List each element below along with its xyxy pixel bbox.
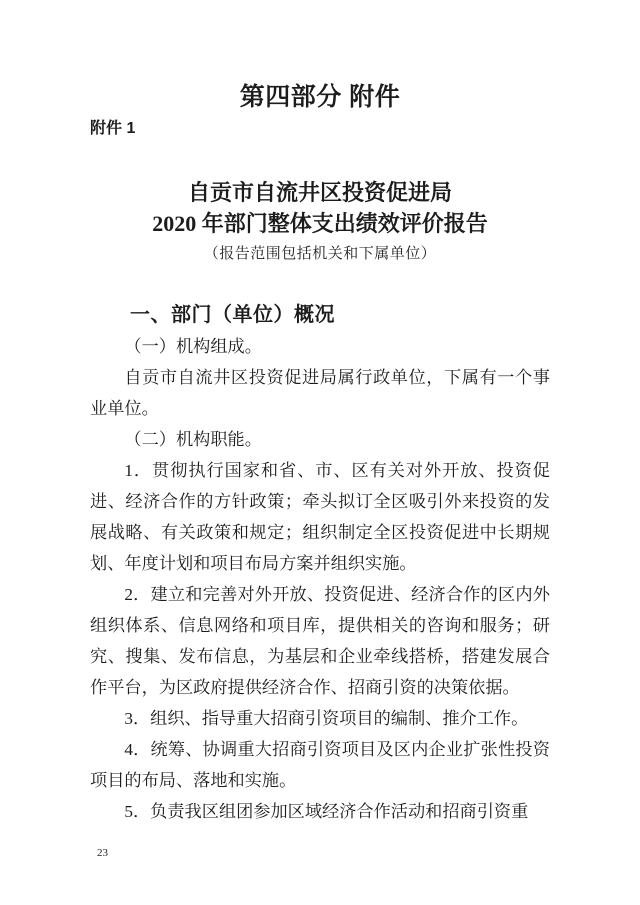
section-heading-overview: 一、部门（单位）概况 xyxy=(130,304,335,326)
paragraph-function-4: 4．统筹、协调重大招商引资项目及区内企业扩张性投资项目的布局、落地和实施。 xyxy=(90,740,550,790)
paragraph-org-composition-body: 自贡市自流井区投资促进局属行政单位，下属有一个事业单位。 xyxy=(90,368,550,418)
paragraph-org-composition-heading: （一）机构组成。 xyxy=(124,337,262,356)
part-heading: 第四部分 附件 xyxy=(239,83,401,111)
page-number: 23 xyxy=(97,847,108,859)
paragraph-function-3: 3．组织、指导重大招商引资项目的编制、推介工作。 xyxy=(124,709,529,728)
paragraph-function-1: 1．贯彻执行国家和省、市、区有关对外开放、投资促进、经济合作的方针政策；牵头拟订全区吸引外来投资的发展战略、有关政策和规定；组织制定全区投资促进中长期规划、年度计划和项目布局方案并组织实施。 xyxy=(90,461,550,573)
report-subtitle: （报告范围包括机关和下属单位） xyxy=(203,246,437,262)
paragraph-org-functions-heading: （二）机构职能。 xyxy=(124,430,262,449)
attachment-label: 附件 1 xyxy=(90,120,136,137)
report-title-line1: 自贡市自流井区投资促进局 xyxy=(187,180,452,205)
report-title-line2: 2020 年部门整体支出绩效评价报告 xyxy=(152,211,488,236)
paragraph-function-5: 5．负责我区组团参加区域经济合作活动和招商引资重 xyxy=(124,802,529,821)
paragraph-function-2: 2．建立和完善对外开放、投资促进、经济合作的区内外组织体系、信息网络和项目库，提供相关的咨询和服务；研究、搜集、发布信息，为基层和企业牵线搭桥，搭建发展合作平台，为区政府提供经济合作、招商引资的决策依据。 xyxy=(90,585,550,697)
